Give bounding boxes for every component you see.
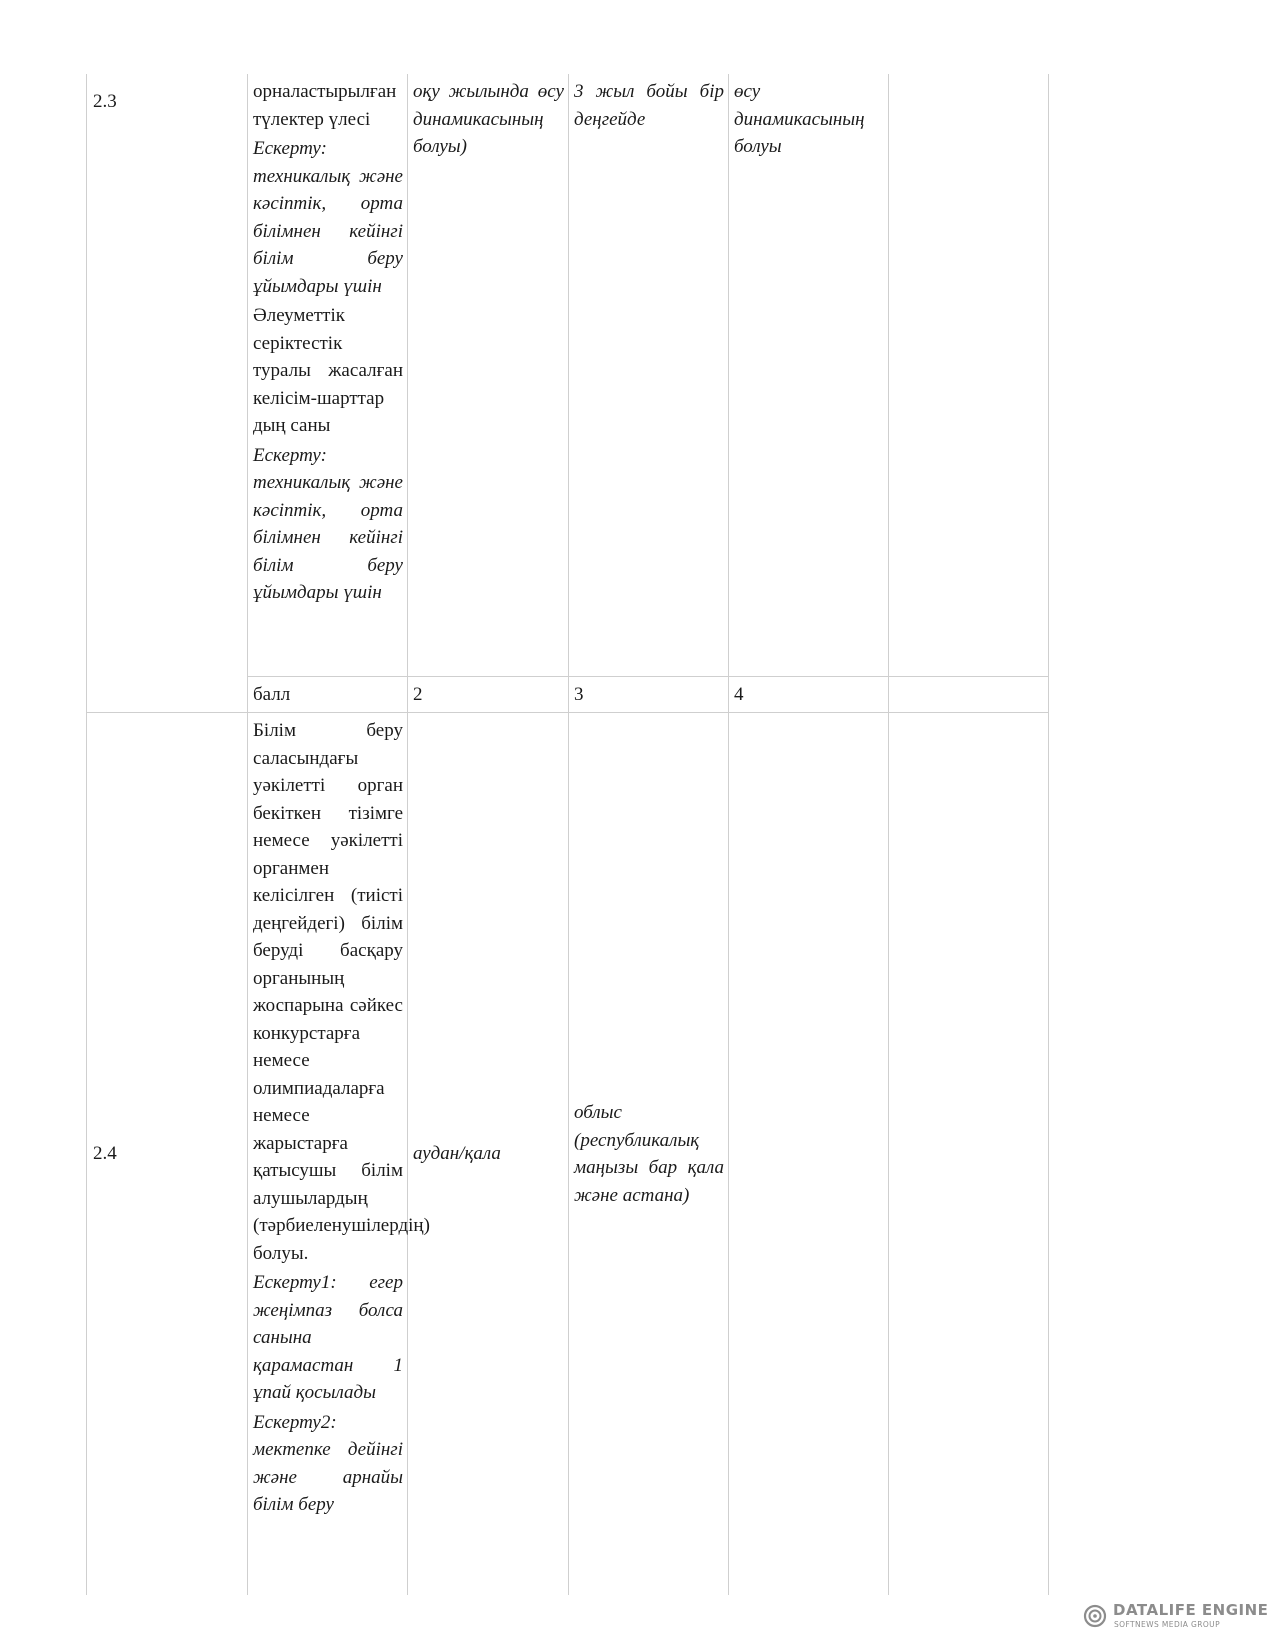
- level-3-cell: [569, 713, 729, 1596]
- points-cell: [569, 676, 729, 713]
- points-label-cell: [248, 676, 408, 713]
- points-value: 3: [574, 683, 584, 705]
- empty-cell: [889, 713, 1049, 1596]
- points-cell: [408, 676, 569, 713]
- level-4-cell: [729, 713, 889, 1596]
- criteria-table: [86, 74, 1049, 1595]
- row-number-cell: [87, 713, 248, 1596]
- level-3-text: 3 жыл бойы бір деңгейде: [574, 81, 724, 130]
- datalife-logo-icon: [1083, 1604, 1107, 1628]
- watermark: [1083, 1600, 1269, 1636]
- points-value: 2: [413, 683, 423, 705]
- row-number: 2.4: [93, 1143, 117, 1165]
- row-number: 2.3: [93, 91, 117, 112]
- level-3-text: облыс (республикалық маңызы бар қала және астана): [574, 1102, 724, 1206]
- level-2-cell: [408, 713, 569, 1596]
- criteria-table-container: [86, 74, 1048, 1580]
- criterion-note: Ескерту: техникалық және кәсіптік, орта білімнен кейінгі білім беру ұйымдары үшін: [253, 444, 403, 603]
- row-number-cell: [87, 676, 248, 713]
- level-3-cell: [569, 74, 729, 676]
- criterion-cell: [248, 74, 408, 676]
- table-row: [87, 676, 1049, 713]
- level-4-cell: [729, 74, 889, 676]
- empty-cell: [889, 74, 1049, 676]
- table-row: [87, 713, 1049, 1596]
- row-number-cell: [87, 74, 248, 676]
- criterion-cell: [248, 713, 430, 1596]
- points-label: балл: [253, 683, 291, 705]
- table-row: [87, 74, 1049, 676]
- points-value: 4: [734, 683, 744, 705]
- points-cell: [729, 676, 889, 713]
- criterion-text: орналастырылған түлектер үлесі: [253, 81, 397, 130]
- criterion-note: Ескерту1: егер жеңімпаз болса санына қарамастан 1 ұпай қосылады: [253, 1272, 403, 1403]
- criterion-note: Ескерту2: мектепке дейінгі және арнайы білім беру: [253, 1411, 403, 1515]
- level-2-text: оқу жылында өсу динамикасының болуы): [413, 81, 564, 157]
- empty-cell: [889, 676, 1049, 713]
- criterion-note: Ескерту: техникалық және кәсіптік, орта білімнен кейінгі білім беру ұйымдары үшін: [253, 138, 403, 297]
- level-2-cell: [408, 74, 569, 676]
- level-4-text: өсу динамикасының болуы: [734, 81, 865, 157]
- watermark-subtitle: SOFTNEWS MEDIA GROUP: [1114, 1620, 1220, 1629]
- criterion-text: Әлеуметтік серіктестік туралы жасалған келісім-шарттар дың саны: [253, 305, 403, 436]
- criterion-text: Білім беру саласындағы уәкілетті орган бекіткен тізімге немесе уәкілетті органмен келісілген (тиісті деңгейдегі) білім беруді басқару органының жоспарына сәйкес конкурстарға немесе олимпиадаларға немесе жарыстарға қатысушы білім алушылардың (тәрбиеленушілердің) болуы.: [253, 720, 430, 1264]
- watermark-title: DATALIFE ENGINE: [1113, 1601, 1269, 1619]
- level-2-text: аудан/қала: [413, 1143, 501, 1165]
